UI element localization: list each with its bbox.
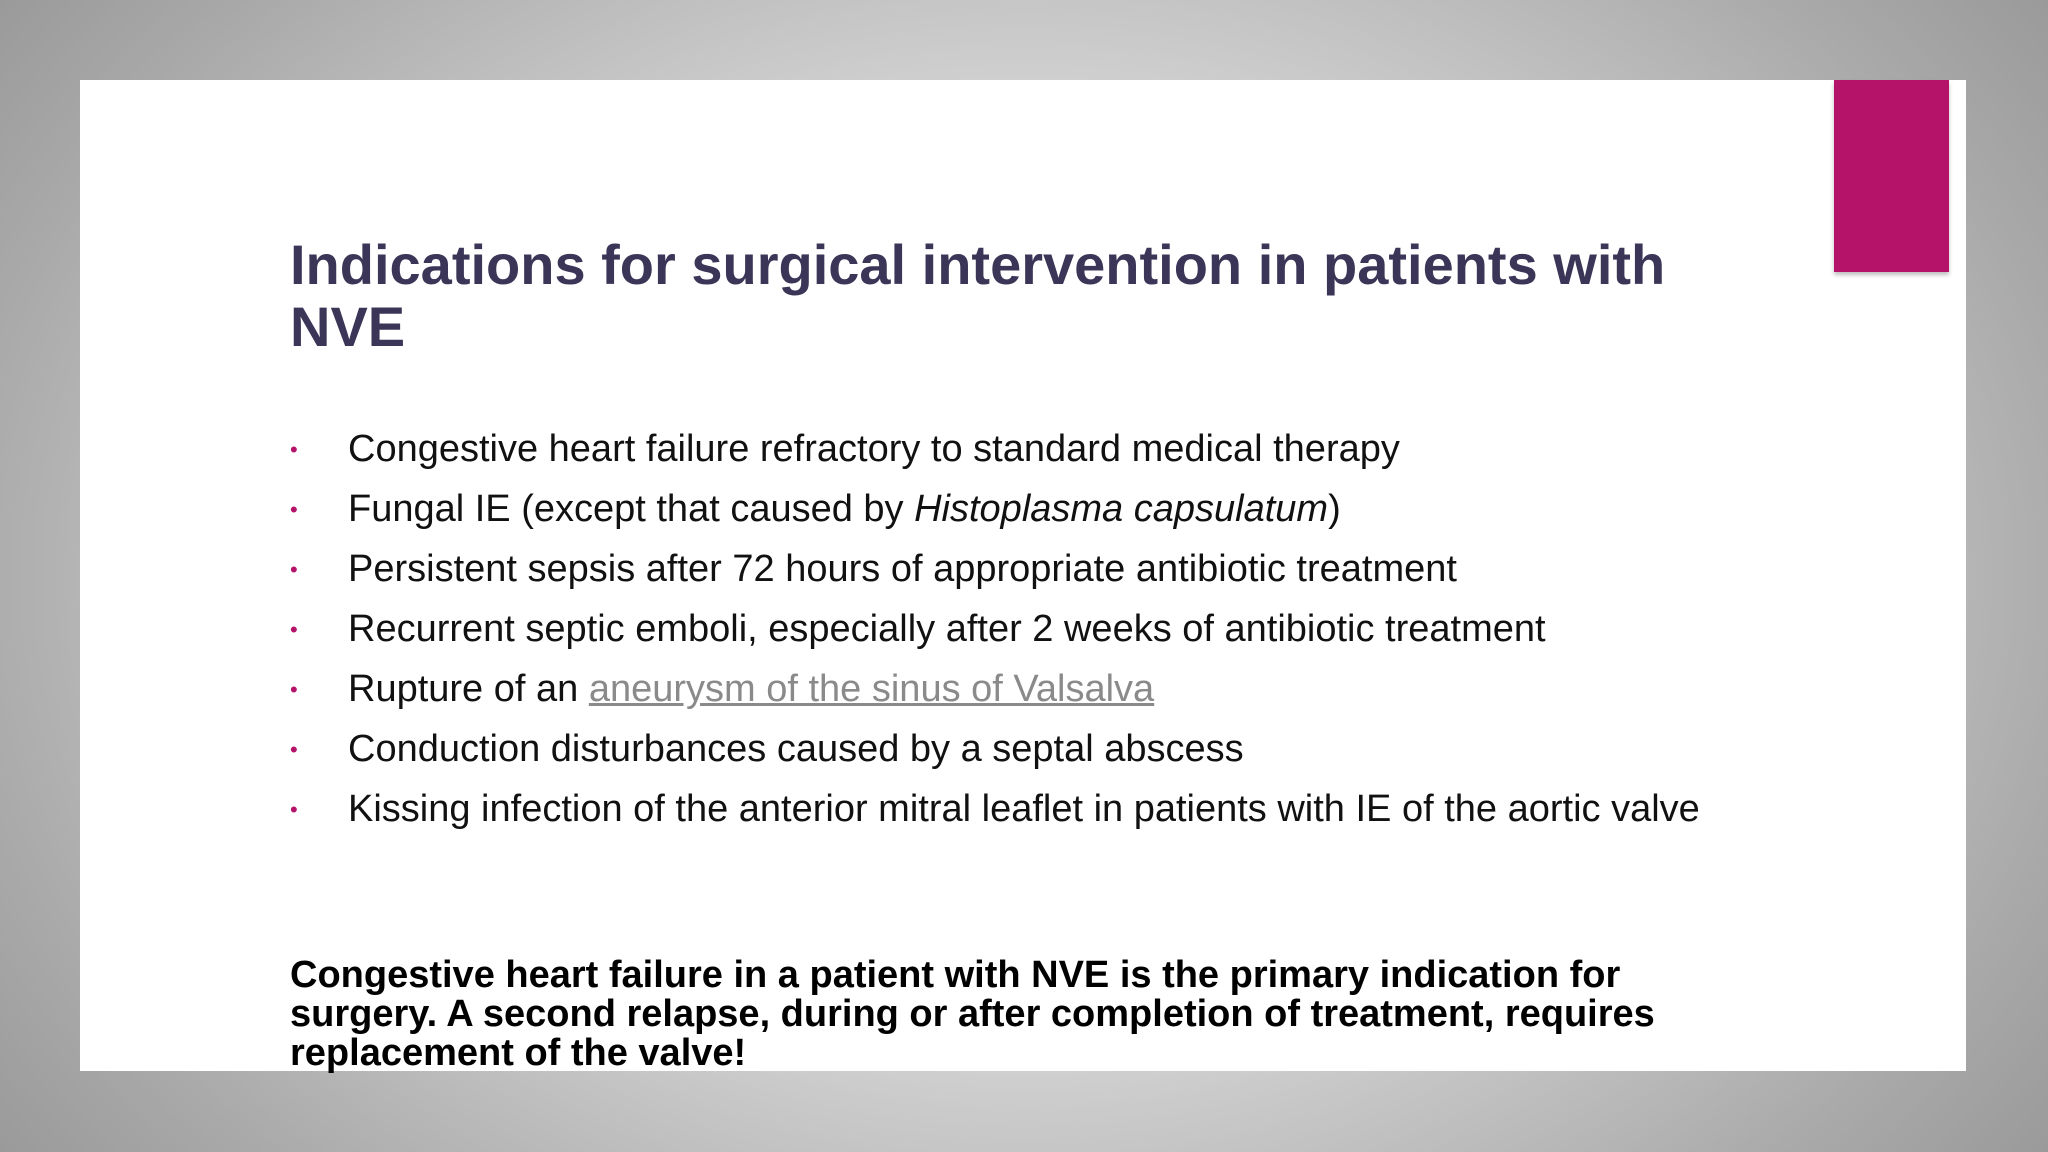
bullet-item-persistent-sepsis	[290, 550, 1720, 589]
bullet-dot-icon: •	[290, 677, 298, 702]
bullet-item-kissing-infection	[290, 790, 1720, 829]
bullet-dot-icon: •	[290, 617, 298, 642]
bullet-item-chf	[290, 430, 1720, 469]
bullet-dot-icon: •	[290, 497, 298, 522]
accent-tab	[1834, 80, 1949, 272]
bullet-dot-icon: •	[290, 797, 298, 822]
bullet-text: Recurrent septic emboli, especially after 2 weeks of antibiotic treatment	[348, 608, 1546, 650]
bullet-dot-icon: •	[290, 737, 298, 762]
bullet-text-italic: Histoplasma capsulatum	[914, 488, 1329, 530]
bullet-item-conduction	[290, 730, 1720, 769]
bullet-item-aneurysm-rupture	[290, 670, 1720, 709]
bullet-dot-icon: •	[290, 437, 298, 462]
bullet-dot-icon: •	[290, 557, 298, 582]
bullet-text: )	[1328, 488, 1341, 530]
aneurysm-link[interactable]: aneurysm of the sinus of Valsalva	[588, 668, 1155, 710]
bullet-text: Fungal IE (except that caused by	[348, 488, 915, 530]
bullet-item-fungal-ie	[290, 490, 1720, 529]
bullet-item-septic-emboli	[290, 610, 1720, 649]
slide	[80, 80, 1966, 1074]
bullet-list	[290, 430, 1720, 850]
bullet-text: Persistent sepsis after 72 hours of appropriate antibiotic treatment	[348, 548, 1457, 590]
bullet-text: Conduction disturbances caused by a septal abscess	[348, 728, 1244, 770]
bullet-text: Rupture of an	[348, 668, 589, 710]
slide-title: Indications for surgical intervention in patients with NVE	[290, 233, 1666, 358]
conclusion-text: Congestive heart failure in a patient with NVE is the primary indication for surgery. A second relapse, during or after completion of treatment, requires replacement of the valve!	[290, 954, 1655, 1074]
bullet-text: Kissing infection of the anterior mitral leaflet in patients with IE of the aortic valve	[348, 788, 1700, 830]
bullet-text: Congestive heart failure refractory to standard medical therapy	[348, 428, 1400, 470]
